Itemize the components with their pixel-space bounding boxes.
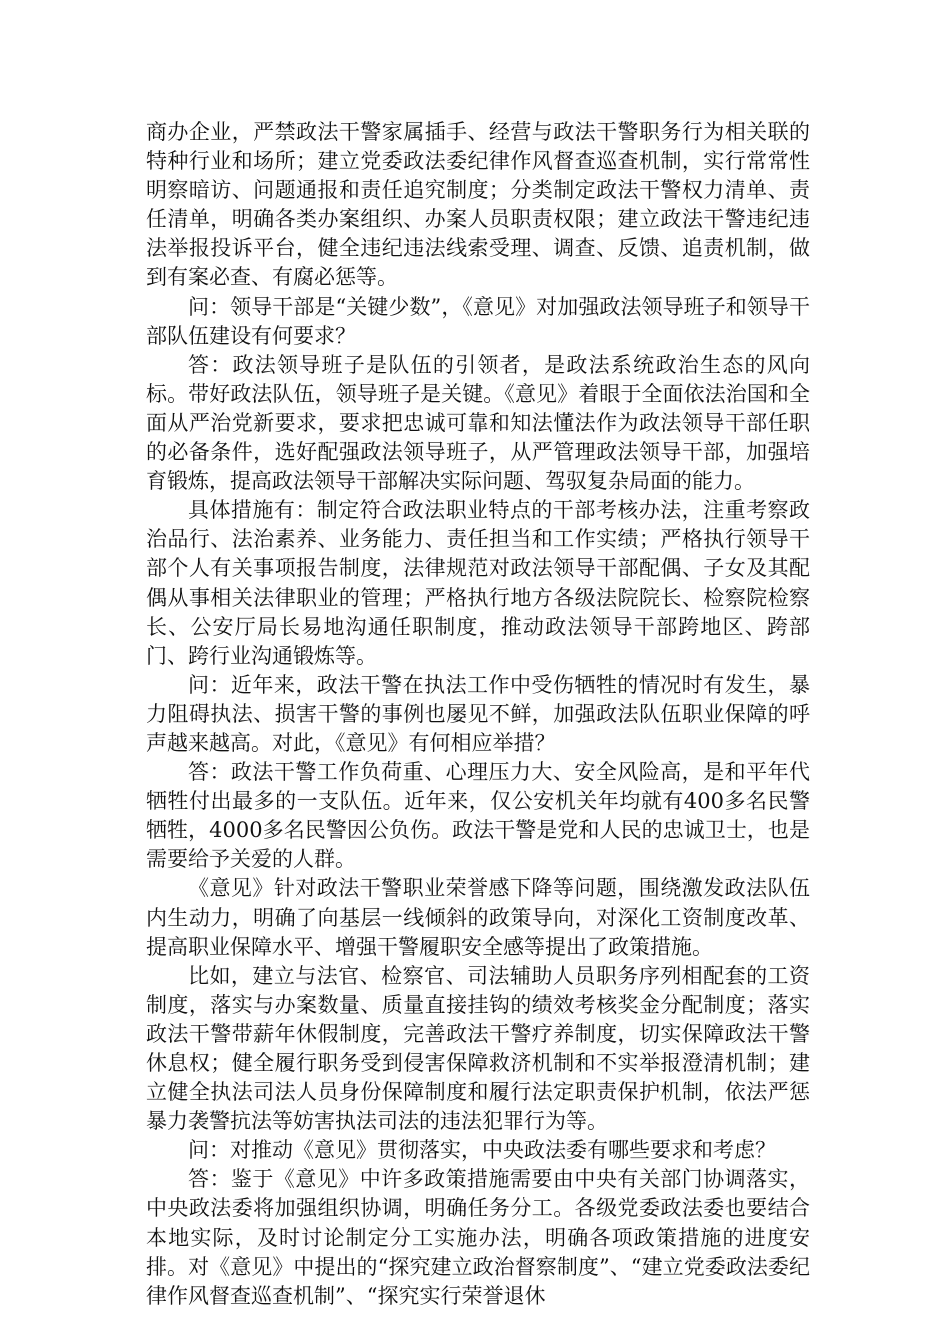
paragraph-answer-protection: 答：政法干警工作负荷重、心理压力大、安全风险高，是和平年代牺牲付出最多的一支队伍。近年来，仅公安机关年均就有400多名民警牺牲，4000多名民警因公负伤。政法干警是党和人民的忠诚卫士，也是需要给予关爱的人群。 xyxy=(146,760,810,872)
paragraph-question-leaders: 问：领导干部是“关键少数”，《意见》对加强政法领导班子和领导干部队伍建设有何要求？ xyxy=(146,294,810,348)
document-body xyxy=(146,118,810,1311)
paragraph-opinion-policy: 《意见》针对政法干警职业荣誉感下降等问题，围绕激发政法队伍内生动力，明确了向基层一线倾斜的政策导向，对深化工资制度改革、提高职业保障水平、增强干警履职安全感等提出了政策措施。 xyxy=(146,876,810,959)
paragraph-question-implementation: 问：对推动《意见》贯彻落实，中央政法委有哪些要求和考虑？ xyxy=(188,1138,776,1163)
paragraph-question-protection: 问：近年来，政法干警在执法工作中受伤牺牲的情况时有发生，暴力阻碍执法、损害干警的事例也屡见不鲜，加强政法队伍职业保障的呼声越来越高。对此，《意见》有何相应举措？ xyxy=(146,672,810,755)
paragraph-continuation: 商办企业，严禁政法干警家属插手、经营与政法干警职务行为相关联的特种行业和场所；建立党委政法委纪律作风督查巡查机制，实行常常性明察暗访、问题通报和责任追究制度；分类制定政法干警权力清单、责任清单，明确各类办案组织、办案人员职责权限；建立政法干警违纪违法举报投诉平台，健全违纪违法线索受理、调查、反馈、追责机制，做到有案必查、有腐必惩等。 xyxy=(146,120,810,290)
paragraph-answer-implementation: 答：鉴于《意见》中许多政策措施需要由中央有关部门协调落实，中央政法委将加强组织协调，明确任务分工。各级党委政法委也要结合本地实际，及时讨论制定分工实施办法，明确各项政策措施的进度安排。对《意见》中提出的“探究建立政治督察制度”、“建立党委政法委纪律作风督查巡查机制”、“探究实行荣誉退休 xyxy=(146,1167,810,1308)
paragraph-measures: 具体措施有：制定符合政法职业特点的干部考核办法，注重考察政治品行、法治素养、业务能力、责任担当和工作实绩；严格执行领导干部个人有关事项报告制度，法律规范对政法领导干部配偶、子女及其配偶从事相关法律职业的管理；严格执行地方各级法院院长、检察院检察长、公安厅局长易地沟通任职制度，推动政法领导干部跨地区、跨部门、跨行业沟通锻炼等。 xyxy=(146,498,810,668)
paragraph-examples: 比如，建立与法官、检察官、司法辅助人员职务序列相配套的工资制度，落实与办案数量、质量直接挂钩的绩效考核奖金分配制度；落实政法干警带薪年休假制度，完善政法干警疗养制度，切实保障政法干警休息权；健全履行职务受到侵害保障救济机制和不实举报澄清机制；建立健全执法司法人员身份保障制度和履行法定职责保护机制，依法严惩暴力袭警抗法等妨害执法司法的违法犯罪行为等。 xyxy=(146,963,810,1134)
paragraph-answer-leaders: 答：政法领导班子是队伍的引领者，是政法系统政治生态的风向标。带好政法队伍，领导班子是关键。《意见》着眼于全面依法治国和全面从严治党新要求，要求把忠诚可靠和知法懂法作为政法领导干部任职的必备条件，选好配强政法领导班子，从严管理政法领导干部，加强培育锻炼，提高政法领导干部解决实际问题、驾驭复杂局面的能力。 xyxy=(146,352,810,494)
